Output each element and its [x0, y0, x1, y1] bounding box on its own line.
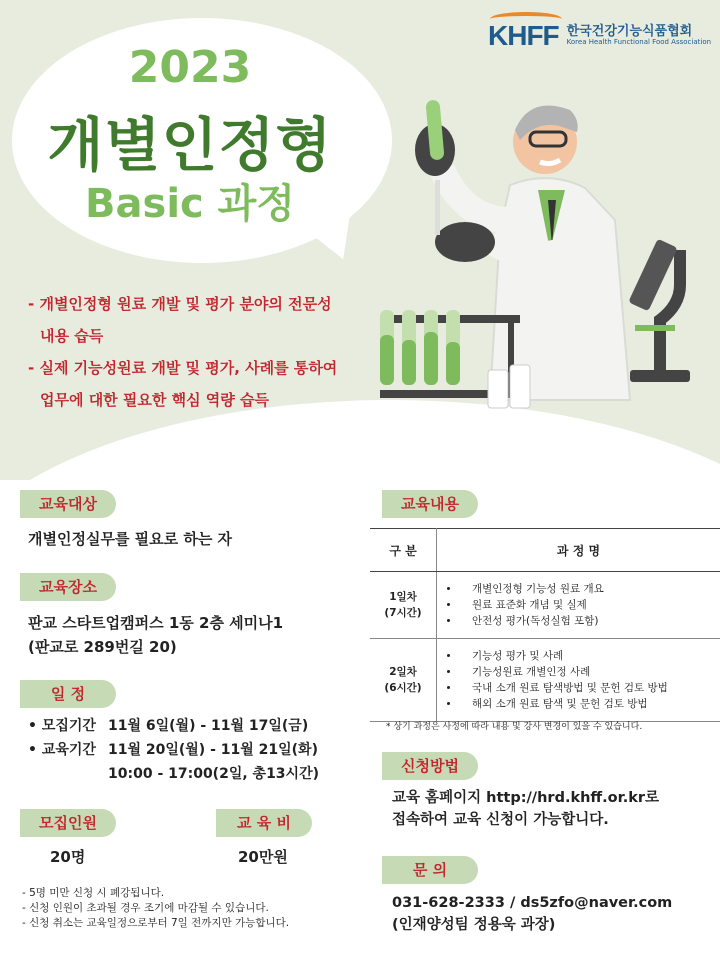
- inquiry-text: [392, 892, 672, 936]
- course-item: • 안전성 평가(독성실험 포함): [460, 613, 719, 629]
- page-subtitle: Basic 과정: [85, 181, 295, 227]
- course-cell: [437, 639, 720, 722]
- logo-mark-text: KHFF: [488, 20, 559, 51]
- day-label: 1일차: [389, 591, 417, 603]
- table-row: [370, 639, 720, 722]
- fee-label: 교 육 비: [216, 809, 312, 837]
- note-item: - 신청 인원이 초과될 경우 조기에 마감될 수 있습니다.: [22, 902, 269, 914]
- course-item: • 해외 소개 원료 탐색 및 문헌 검토 방법: [460, 696, 719, 712]
- inquiry-line-2: (인재양성팀 정용욱 과장): [392, 917, 556, 933]
- table-note: * 상기 과정은 사정에 따라 내용 및 강사 변경이 있을 수 있습니다.: [386, 722, 643, 732]
- logo-korean: 한국건강기능식품협회: [566, 24, 693, 39]
- course-item: • 원료 표준화 개념 및 실제: [460, 597, 719, 613]
- intro-bullet-1-cont: 내용 습득: [40, 327, 104, 345]
- edu-value: 11월 20일(월) - 11월 21일(화): [108, 742, 318, 758]
- table-row: [370, 572, 720, 639]
- logo-swoosh-icon: [490, 12, 562, 26]
- target-text: 개별인정실무를 필요로 하는 자: [28, 530, 233, 548]
- logo-english: Korea Health Functional Food Association: [566, 38, 712, 47]
- intro-bullet-2: - 실제 기능성원료 개발 및 평가, 사례를 통하여: [28, 359, 338, 377]
- apply-text: [392, 787, 659, 831]
- col-course-header: 과 정 명: [437, 529, 720, 572]
- location-line-1: 판교 스타트업캠퍼스 1동 2층 세미나1: [28, 614, 284, 632]
- recruit-key: • 모집기간: [28, 718, 96, 734]
- recruit-value: 11월 6일(월) - 11월 17일(금): [108, 718, 309, 734]
- page-title: 개별인정형: [47, 111, 333, 179]
- time-value: 10:00 - 17:00(2일, 총13시간): [108, 766, 319, 782]
- table-header-row: [370, 529, 720, 572]
- year-heading: 2023: [128, 42, 252, 93]
- microscope-icon: [628, 239, 690, 382]
- schedule-label: 일 정: [20, 680, 116, 708]
- apply-label: 신청방법: [382, 752, 478, 780]
- logo-text: [567, 25, 711, 47]
- intro-bullet-1: - 개별인정형 원료 개발 및 평가 분야의 전문성: [28, 295, 332, 313]
- capacity-label: 모집인원: [20, 809, 116, 837]
- note-item: - 5명 미만 신청 시 폐강됩니다.: [22, 887, 165, 899]
- course-table: [370, 528, 720, 722]
- schedule-time-row: [28, 762, 319, 786]
- day-cell: [370, 639, 437, 722]
- capacity-value: 20명: [50, 848, 86, 866]
- target-label: 교육대상: [20, 490, 116, 518]
- edu-key: • 교육기간: [28, 742, 96, 758]
- day-label: 2일차: [389, 666, 417, 678]
- course-item: • 개별인정형 기능성 원료 개요: [460, 581, 719, 597]
- day-hours: (6시간): [384, 682, 422, 694]
- apply-line-1: 교육 홈페이지 http://hrd.khff.or.kr로: [392, 790, 660, 806]
- content-label: 교육내용: [382, 490, 478, 518]
- course-item: • 국내 소개 원료 탐색방법 및 문헌 검토 방법: [460, 680, 719, 696]
- col-division-header: 구 분: [370, 529, 437, 572]
- logo-mark: [488, 20, 559, 52]
- location-text: [28, 611, 283, 659]
- schedule-block: [28, 714, 319, 786]
- course-item: • 기능성 평가 및 사례: [460, 648, 719, 664]
- scientist-illustration: [380, 70, 720, 420]
- intro-bullet-2-cont: 업무에 대한 필요한 핵심 역량 습득: [40, 391, 269, 409]
- location-line-2: (판교로 289번길 20): [28, 638, 177, 656]
- note-item: - 신청 취소는 교육일정으로부터 7일 전까지만 가능합니다.: [22, 917, 290, 929]
- inquiry-label: 문 의: [382, 856, 478, 884]
- schedule-recruit-row: [28, 714, 319, 738]
- course-cell: [437, 572, 720, 639]
- khff-logo: [488, 20, 711, 52]
- course-item: • 기능성원료 개별인정 사례: [460, 664, 719, 680]
- apply-line-2: 접속하여 교육 신청이 가능합니다.: [392, 812, 609, 828]
- schedule-edu-row: [28, 738, 319, 762]
- day-cell: [370, 572, 437, 639]
- notes-list: [22, 886, 289, 931]
- inquiry-line-1: 031-628-2333 / ds5zfo@naver.com: [392, 895, 673, 911]
- fee-value: 20만원: [238, 848, 288, 866]
- day-hours: (7시간): [384, 607, 422, 619]
- location-label: 교육장소: [20, 573, 116, 601]
- intro-bullets: [28, 288, 337, 416]
